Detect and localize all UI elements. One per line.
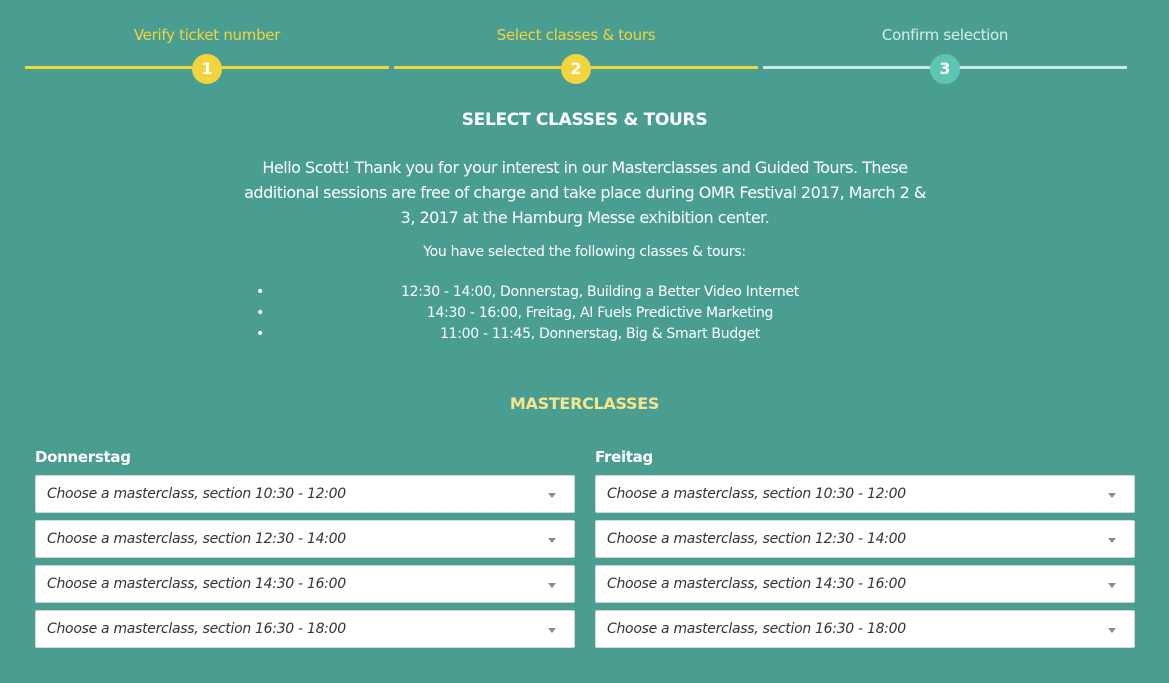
list-item bbox=[240, 282, 930, 303]
selected-item-text: 14:30 - 16:00, Freitag, AI Fuels Predictive Marketing bbox=[426, 305, 774, 321]
chevron-down-icon bbox=[548, 628, 556, 633]
chevron-down-icon bbox=[1108, 583, 1116, 588]
masterclass-select-1030[interactable] bbox=[35, 475, 575, 513]
day-column-freitag bbox=[595, 448, 1135, 655]
day-column-donnerstag bbox=[35, 448, 575, 655]
select-placeholder: Choose a masterclass, section 14:30 - 16:00 bbox=[47, 576, 346, 592]
masterclass-select-1430[interactable] bbox=[35, 565, 575, 603]
chevron-down-icon bbox=[548, 538, 556, 543]
step-number-badge: 2 bbox=[561, 54, 591, 84]
step-number-badge: 1 bbox=[192, 54, 222, 84]
selected-heading: You have selected the following classes & tours: bbox=[423, 244, 746, 260]
select-placeholder: Choose a masterclass, section 16:30 - 18:00 bbox=[607, 621, 906, 637]
selected-item-text: 12:30 - 14:00, Donnerstag, Building a Better Video Internet bbox=[400, 284, 799, 300]
chevron-down-icon bbox=[1108, 628, 1116, 633]
select-placeholder: Choose a masterclass, section 10:30 - 12:00 bbox=[47, 486, 346, 502]
intro-text: Hello Scott! Thank you for your interest in our Masterclasses and Guided Tours. These additional sessions are free of charge and take place during OMR Festival 2017, March 2 & 3, 2017 at the Hamburg Messe exhibition center. bbox=[244, 158, 926, 227]
step-label: Verify ticket number bbox=[133, 26, 281, 44]
step-select-classes bbox=[394, 0, 758, 90]
bullet: • bbox=[256, 305, 264, 321]
select-placeholder: Choose a masterclass, section 14:30 - 16:00 bbox=[607, 576, 906, 592]
step-label: Select classes & tours bbox=[496, 26, 656, 44]
step-number-badge: 3 bbox=[930, 54, 960, 84]
masterclass-select-1230[interactable] bbox=[35, 520, 575, 558]
step-confirm-selection bbox=[763, 0, 1127, 90]
chevron-down-icon bbox=[1108, 538, 1116, 543]
step-verify-ticket bbox=[25, 0, 389, 90]
bullet: • bbox=[256, 326, 264, 342]
day-heading: Freitag bbox=[595, 448, 653, 466]
masterclass-select-1430[interactable] bbox=[595, 565, 1135, 603]
selected-item-text: 11:00 - 11:45, Donnerstag, Big & Smart Budget bbox=[439, 326, 760, 342]
list-item bbox=[240, 303, 930, 324]
masterclass-select-1630[interactable] bbox=[35, 610, 575, 648]
masterclass-select-1230[interactable] bbox=[595, 520, 1135, 558]
masterclasses-title: MASTERCLASSES bbox=[509, 394, 660, 413]
bullet: • bbox=[256, 284, 264, 300]
selected-list bbox=[240, 282, 930, 345]
list-item bbox=[240, 324, 930, 345]
select-placeholder: Choose a masterclass, section 16:30 - 18:00 bbox=[47, 621, 346, 637]
select-placeholder: Choose a masterclass, section 12:30 - 14:00 bbox=[607, 531, 906, 547]
masterclass-select-1630[interactable] bbox=[595, 610, 1135, 648]
masterclass-select-1030[interactable] bbox=[595, 475, 1135, 513]
chevron-down-icon bbox=[548, 493, 556, 498]
day-heading: Donnerstag bbox=[35, 448, 131, 466]
step-label: Confirm selection bbox=[881, 26, 1009, 44]
select-placeholder: Choose a masterclass, section 12:30 - 14:00 bbox=[47, 531, 346, 547]
chevron-down-icon bbox=[1108, 493, 1116, 498]
page-title: SELECT CLASSES & TOURS bbox=[461, 110, 708, 130]
chevron-down-icon bbox=[548, 583, 556, 588]
select-placeholder: Choose a masterclass, section 10:30 - 12:00 bbox=[607, 486, 906, 502]
